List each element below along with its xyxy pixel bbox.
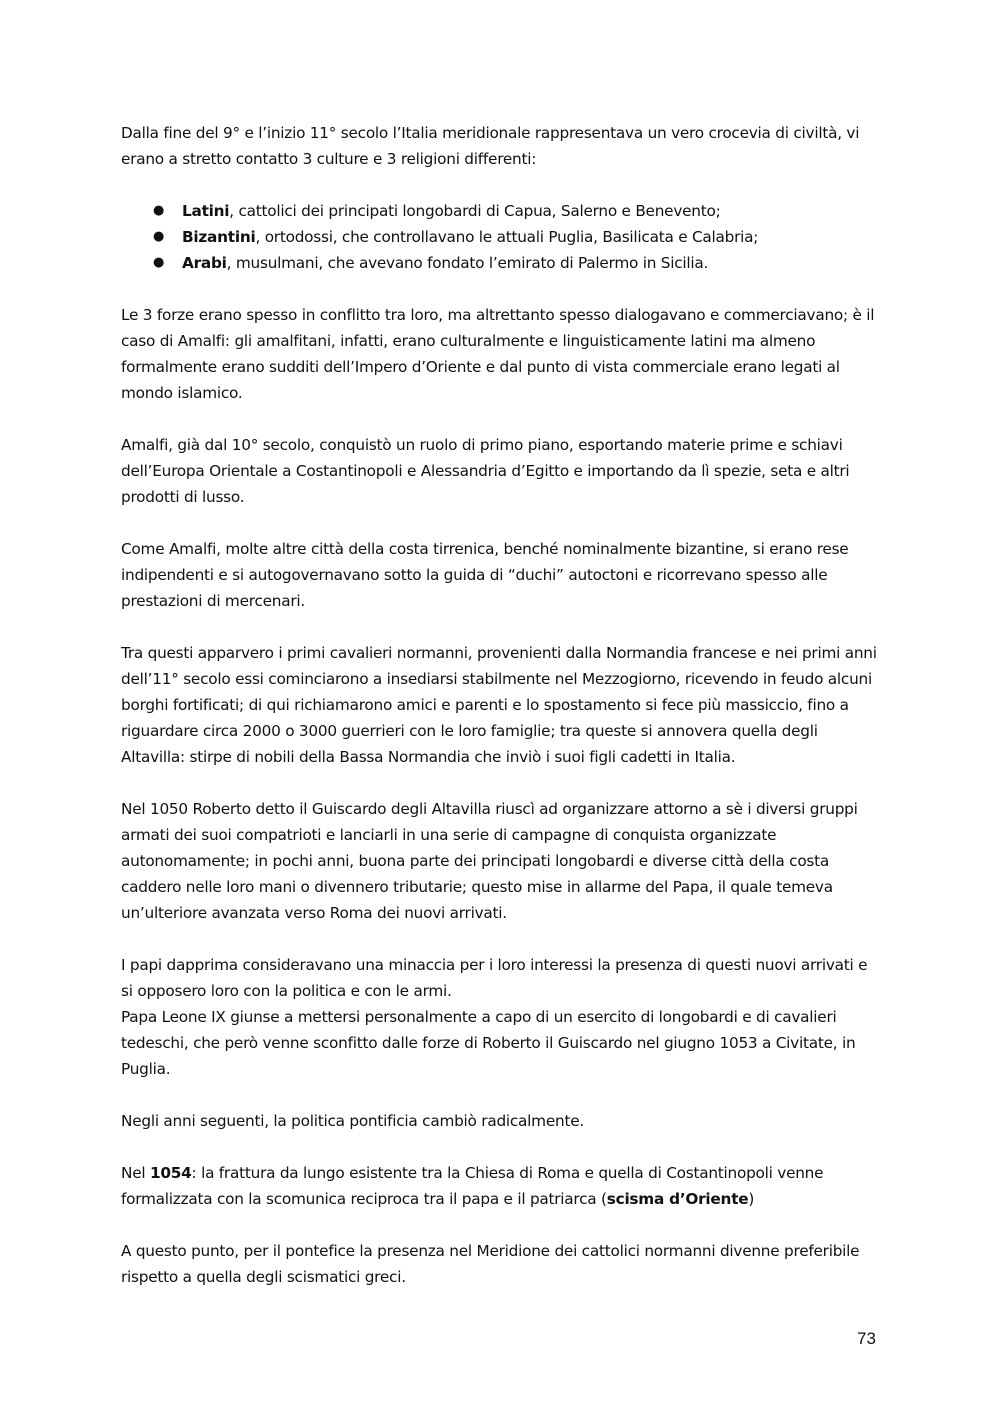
list-item-latini — [121, 198, 883, 224]
schism-text: : la frattura da lungo esistente tra la Chiesa di Roma e quella di Costantinopoli venne formalizzata con la scomunica reciproca tra il papa e il patriarca ( — [121, 1164, 824, 1208]
paragraph-intro: Dalla fine del 9° e l’inizio 11° secolo l’Italia meridionale rappresentava un vero crocevia di civiltà, vi erano a stretto contatto 3 culture e 3 religioni differenti: — [121, 124, 860, 168]
paragraph-amalfi-trade: Amalfi, già dal 10° secolo, conquistò un ruolo di primo piano, esportando materie prime e schiavi dell’Europa Orientale a Costantinopoli e Alessandria d’Egitto e importando da lì spezie, seta e altri prodotti di lusso. — [121, 436, 850, 506]
list-item-text: , cattolici dei principati longobardi di Capua, Salerno e Benevento; — [229, 202, 721, 220]
paragraph-normans-arrival: Tra questi apparvero i primi cavalieri normanni, provenienti dalla Normandia francese e nei primi anni dell’11° secolo essi cominciarono a insediarsi stabilmente nel Mezzogiorno, ricevendo in feudo alcuni borghi fortificati; di qui richiamarono amici e parenti e lo spostamento si fece più massiccio, fino a riguardare circa 2000 o 3000 guerrieri con le loro famiglie; tra queste si annovera quella degli Altavilla: stirpe di nobili della Bassa Normandia che inviò i suoi figli cadetti in Italia. — [121, 644, 877, 766]
bullet-icon: ● — [153, 255, 165, 270]
list-item-term: Latini — [182, 202, 230, 220]
schism-term: scisma d’Oriente — [606, 1190, 749, 1208]
bullet-icon: ● — [153, 229, 165, 244]
paragraph-schism — [121, 1160, 883, 1212]
page-number: 73 — [857, 1329, 876, 1348]
list-item-text: , ortodossi, che controllavano le attuali Puglia, Basilicata e Calabria; — [255, 228, 759, 246]
paragraph-tyrrhenian-cities: Come Amalfi, molte altre città della costa tirrenica, benché nominalmente bizantine, si erano rese indipendenti e si autogovernavano sotto la guida di “duchi” autoctoni e ricorrevano spesso alle prestazioni di mercenari. — [121, 540, 849, 610]
paragraph-amalfi-conflicts: Le 3 forze erano spesso in conflitto tra loro, ma altrettanto spesso dialogavano e commerciavano; è il caso di Amalfi: gli amalfitani, infatti, erano culturalmente e linguisticamente latini ma almeno formalmente erano sudditi dell’Impero d’Oriente e dal punto di vista commerciale erano legati al mondo islamico. — [121, 306, 875, 402]
paragraph-leone-ix: Papa Leone IX giunse a mettersi personalmente a capo di un esercito di longobardi e di cavalieri tedeschi, che però venne sconfitto dalle forze di Roberto il Guiscardo nel giugno 1053 a Civitate, in Puglia. — [121, 1008, 856, 1078]
paragraph-roberto-guiscardo: Nel 1050 Roberto detto il Guiscardo degli Altavilla riuscì ad organizzare attorno a sè i diversi gruppi armati dei suoi compatrioti e lanciarli in una serie di campagne di conquista organizzate autonomamente; in pochi anni, buona parte dei principati longobardi e diverse città della costa caddero nelle loro mani o divennero tributarie; questo mise in allarme del Papa, il quale temeva un’ulteriore avanzata verso Roma dei nuovi arrivati. — [121, 800, 858, 922]
schism-prefix: Nel — [121, 1164, 150, 1182]
list-item-term: Arabi — [182, 254, 227, 272]
paragraph-conclusion: A questo punto, per il pontefice la presenza nel Meridione dei cattolici normanni divenne preferibile rispetto a quella degli scismatici greci. — [121, 1242, 860, 1286]
list-item-arabi — [121, 250, 883, 276]
list-item-bizantini — [121, 224, 883, 250]
list-item-term: Bizantini — [182, 228, 256, 246]
bullet-icon: ● — [153, 203, 165, 218]
schism-suffix: ) — [748, 1190, 755, 1208]
paragraph-papal-opposition: I papi dapprima consideravano una minaccia per i loro interessi la presenza di questi nuovi arrivati e si opposero loro con la politica e con le armi. — [121, 956, 868, 1000]
list-item-text: , musulmani, che avevano fondato l’emirato di Palermo in Sicilia. — [226, 254, 709, 272]
civilizations-list — [121, 198, 883, 276]
page-body — [121, 120, 883, 1316]
paragraph-policy-change: Negli anni seguenti, la politica pontificia cambiò radicalmente. — [121, 1112, 584, 1130]
schism-year: 1054 — [149, 1164, 192, 1182]
